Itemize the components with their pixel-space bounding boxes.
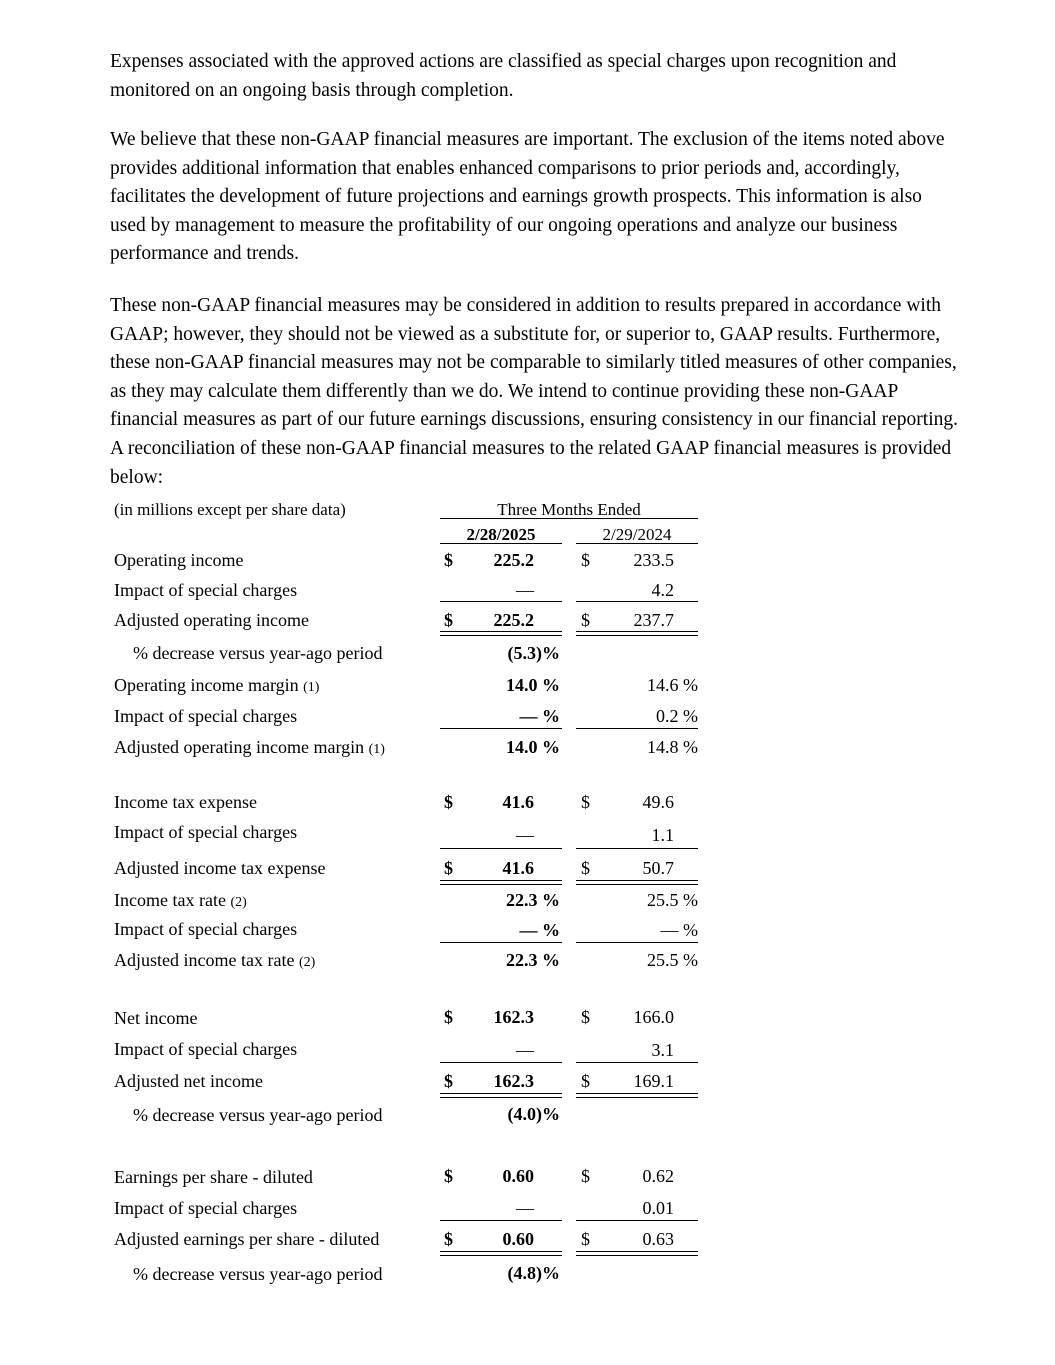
subtotal-rule (576, 601, 698, 602)
dollar-sign: $ (444, 550, 453, 570)
col2-value: 237.7 (633, 610, 674, 630)
dollar-sign: $ (581, 858, 590, 878)
col1-value: 41.6 (502, 858, 534, 878)
row-label: Impact of special charges (114, 919, 298, 939)
row-label: Impact of special charges (114, 706, 298, 726)
col1-value: 225.2 (493, 610, 534, 630)
row-label: Adjusted operating income margin (1) (114, 737, 385, 757)
col2-value: 3.1 (651, 1040, 674, 1060)
footnote-ref: (2) (230, 895, 247, 910)
col1-value: 22.3 % (506, 950, 560, 970)
total-double-rule (576, 1251, 698, 1256)
row-label: Impact of special charges (114, 580, 298, 600)
row-label: Adjusted income tax rate (2) (114, 950, 316, 970)
col2-header-rule (576, 543, 698, 544)
col1-value: — (516, 825, 534, 845)
subtotal-rule (576, 848, 698, 849)
dollar-sign: $ (444, 1071, 453, 1091)
col2-value: 166.0 (633, 1007, 674, 1027)
col1-value: 162.3 (493, 1071, 534, 1091)
col1-value: — (516, 580, 534, 600)
paragraph-importance: We believe that these non-GAAP financial measures are important. The exclusion of the items noted above provides additional information that enables enhanced comparisons to prior periods and, accordingly, facilitates the development of future projections and earnings growth prospects. This information is also used by management to measure the profitability of our ongoing operations and analyze our business performance and trends. (110, 129, 945, 265)
col1-value: (4.8)% (507, 1263, 560, 1283)
paragraph-reconciliation-intro: These non-GAAP financial measures may be considered in addition to results prepared in accordance with GAAP; however, they should not be viewed as a substitute for, or superior to, GAAP results. Furthermore, these non-GAAP financial measures may not be comparable to similarly titled measures of other companies, as they may calculate them differently than we do. We intend to continue providing these non-GAAP financial measures as part of our future earnings discussions, ensuring consistency in our financial reporting. A reconciliation of these non-GAAP financial measures to the related GAAP financial measures is provided below: (110, 295, 959, 488)
dollar-sign: $ (444, 1007, 453, 1027)
col1-date-header: 2/28/2025 (466, 525, 536, 544)
col2-value: 1.1 (651, 825, 674, 845)
col2-value: 0.2 % (656, 706, 698, 726)
col1-value: 225.2 (493, 550, 534, 570)
col2-value: 25.5 % (647, 890, 698, 910)
dollar-sign: $ (444, 610, 453, 630)
row-label: Impact of special charges (114, 822, 298, 842)
dollar-sign: $ (444, 1229, 453, 1249)
row-label: Earnings per share - diluted (114, 1167, 313, 1187)
total-double-rule (576, 1093, 698, 1098)
col2-value: 0.62 (642, 1166, 674, 1186)
col2-date-header: 2/29/2024 (602, 525, 672, 544)
row-label: Adjusted earnings per share - diluted (114, 1229, 380, 1249)
col1-value: — % (519, 706, 560, 726)
row-label: Impact of special charges (114, 1039, 298, 1059)
row-label: Operating income (114, 550, 244, 570)
col1-value: — (516, 1198, 534, 1218)
subtotal-rule (576, 942, 698, 943)
subtotal-rule (440, 942, 562, 943)
col1-value: 41.6 (502, 792, 534, 812)
row-label: Operating income margin (1) (114, 675, 320, 695)
col2-value: 25.5 % (647, 950, 698, 970)
col2-value: 0.01 (642, 1198, 674, 1218)
subtotal-rule (576, 1062, 698, 1063)
row-label: % decrease versus year-ago period (133, 1105, 383, 1125)
subtotal-rule (576, 1220, 698, 1221)
total-double-rule (576, 880, 698, 885)
row-label: Income tax rate (2) (114, 890, 247, 910)
row-label: Impact of special charges (114, 1198, 298, 1218)
col1-value: — (516, 1040, 534, 1060)
dollar-sign: $ (581, 1007, 590, 1027)
row-label: % decrease versus year-ago period (133, 643, 383, 663)
row-label: Adjusted income tax expense (114, 858, 326, 878)
footnote-ref: (1) (368, 742, 385, 757)
col2-value: 14.8 % (647, 737, 698, 757)
col2-value: 233.5 (633, 550, 674, 570)
col2-value: 49.6 (642, 792, 674, 812)
dollar-sign: $ (444, 792, 453, 812)
dollar-sign: $ (444, 1166, 453, 1186)
col2-value: 169.1 (633, 1071, 674, 1091)
col1-header-rule (440, 543, 562, 544)
total-double-rule (440, 631, 562, 636)
col2-value: 0.63 (642, 1229, 674, 1249)
col2-value: 4.2 (651, 580, 674, 600)
dollar-sign: $ (581, 1229, 590, 1249)
dollar-sign: $ (581, 1071, 590, 1091)
col1-value: — % (519, 920, 560, 940)
col1-value: 22.3 % (506, 890, 560, 910)
col1-value: (4.0)% (507, 1104, 560, 1124)
col2-value: 50.7 (642, 858, 674, 878)
subtotal-rule (440, 601, 562, 602)
dollar-sign: $ (444, 858, 453, 878)
footnote-ref: (1) (303, 680, 320, 695)
subtotal-rule (440, 848, 562, 849)
header-rule (440, 518, 698, 519)
col1-value: 14.0 % (506, 737, 560, 757)
total-double-rule (576, 631, 698, 636)
subtotal-rule (440, 728, 562, 729)
row-label: Net income (114, 1008, 198, 1028)
col2-value: 14.6 % (647, 675, 698, 695)
dollar-sign: $ (581, 1166, 590, 1186)
col1-value: 162.3 (493, 1007, 534, 1027)
col1-value: 0.60 (502, 1166, 534, 1186)
units-note: (in millions except per share data) (114, 500, 346, 519)
total-double-rule (440, 1093, 562, 1098)
row-label: Adjusted operating income (114, 610, 309, 630)
col1-value: 0.60 (502, 1229, 534, 1249)
subtotal-rule (576, 728, 698, 729)
col1-value: 14.0 % (506, 675, 560, 695)
dollar-sign: $ (581, 550, 590, 570)
dollar-sign: $ (581, 792, 590, 812)
total-double-rule (440, 1251, 562, 1256)
col1-value: (5.3)% (507, 643, 560, 663)
subtotal-rule (440, 1062, 562, 1063)
dollar-sign: $ (581, 610, 590, 630)
subtotal-rule (440, 1220, 562, 1221)
row-label: Income tax expense (114, 792, 257, 812)
footnote-ref: (2) (298, 955, 316, 970)
period-header: Three Months Ended (497, 500, 641, 519)
row-label: Adjusted net income (114, 1071, 263, 1091)
col2-value: — % (660, 920, 698, 940)
row-label: % decrease versus year-ago period (133, 1264, 383, 1284)
total-double-rule (440, 880, 562, 885)
paragraph-special-charges: Expenses associated with the approved actions are classified as special charges upon recognition and monitored on an ongoing basis through completion. (110, 51, 897, 101)
